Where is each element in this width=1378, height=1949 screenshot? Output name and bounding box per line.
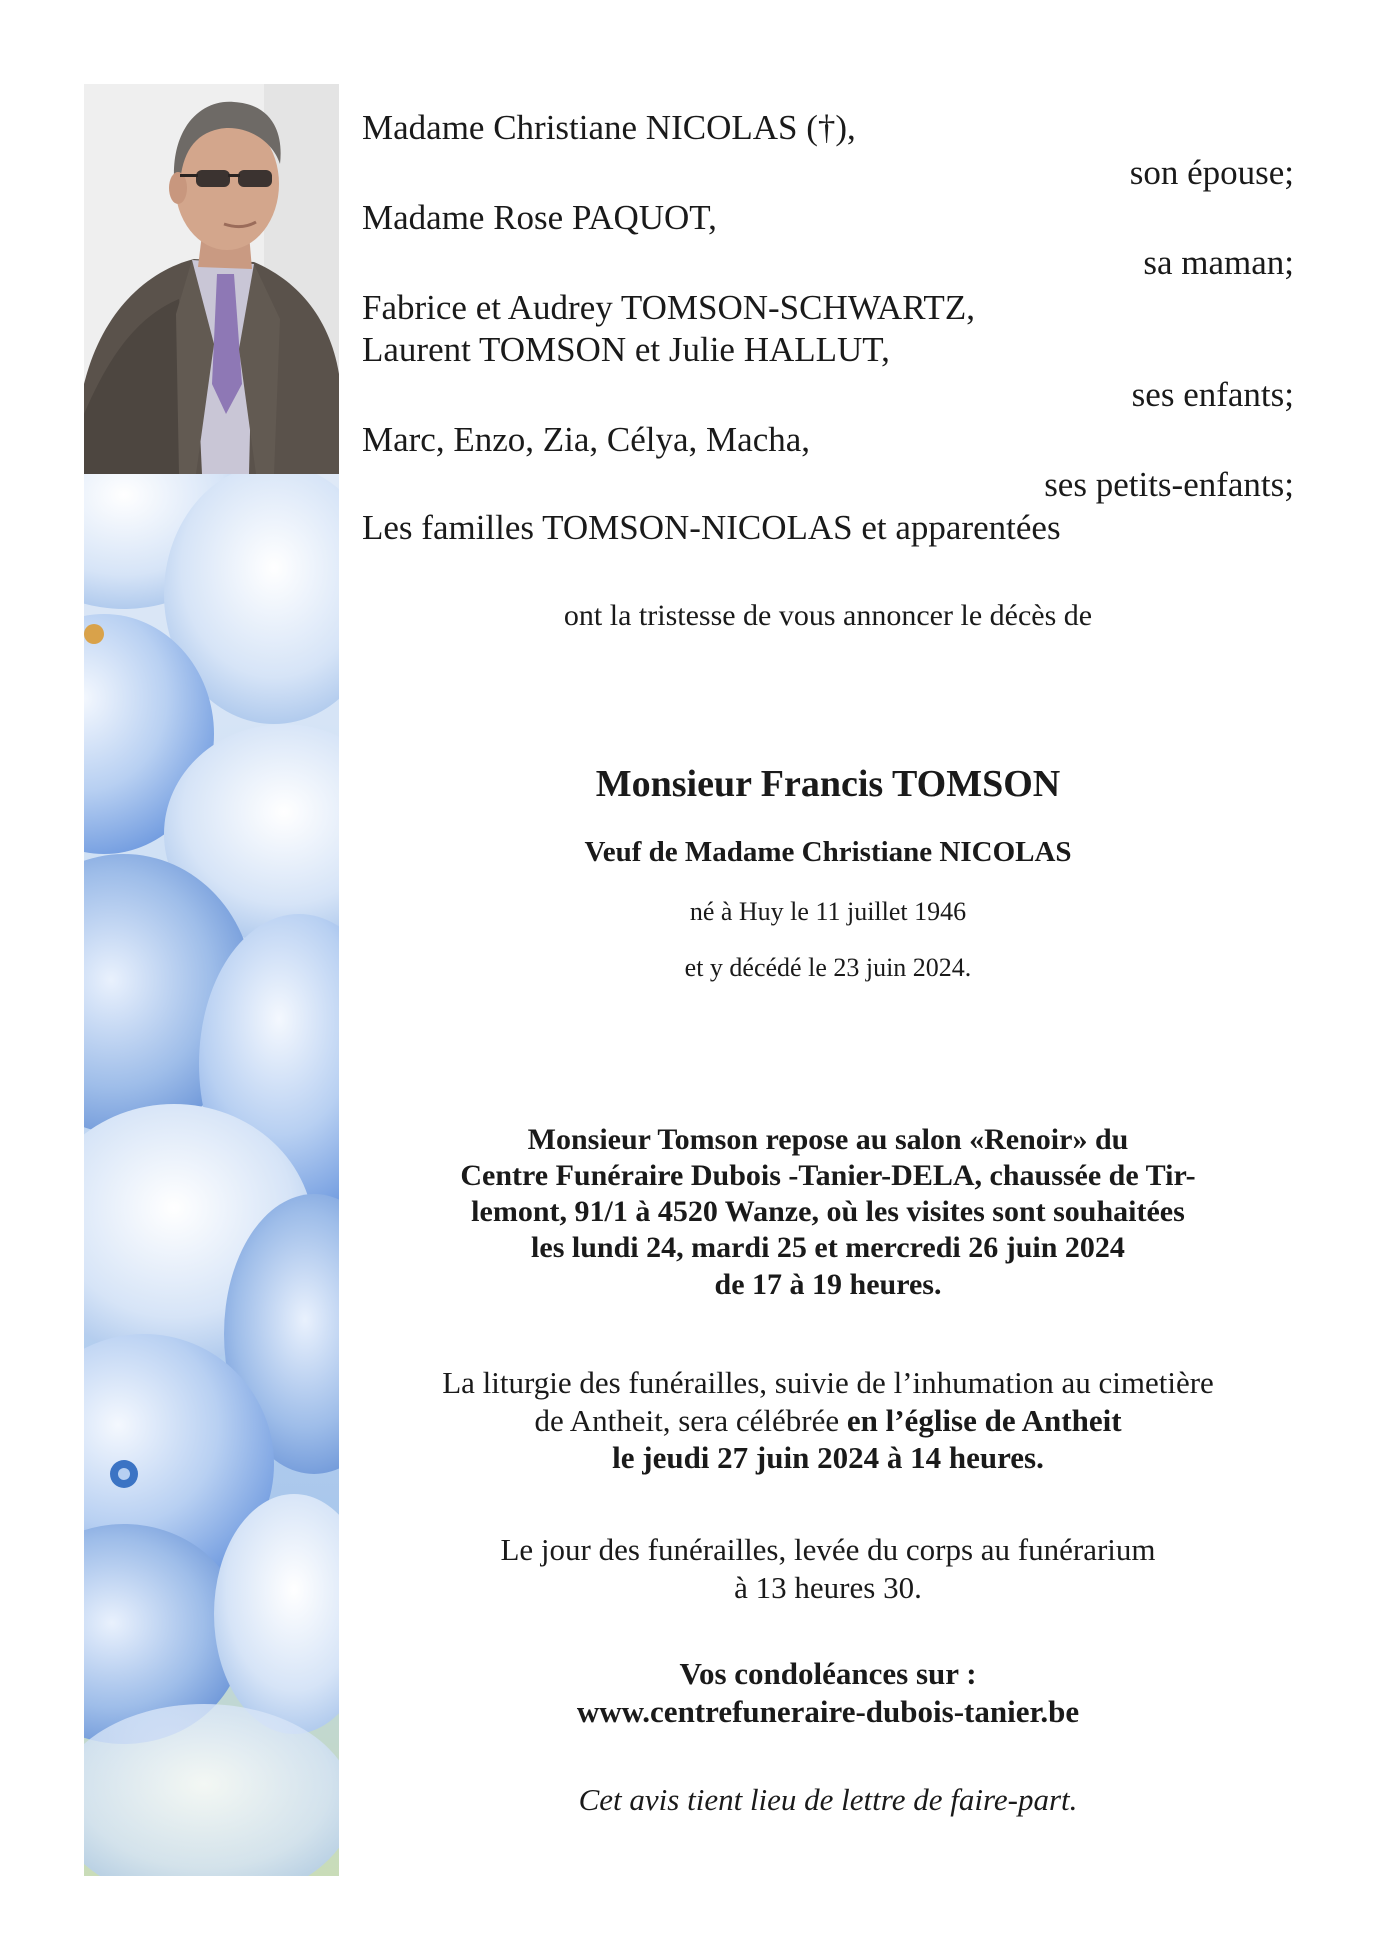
visitation-line-1: Monsieur Tomson repose au salon «Renoir» du [527, 1123, 1129, 1156]
liturgy-line-2-plain: de Antheit, sera célébrée [534, 1403, 847, 1438]
liturgy-church: en l’église de Antheit [846, 1403, 1122, 1438]
deceased-widower: Veuf de Madame Christiane NICOLAS [584, 836, 1072, 868]
family-member-1-relation: son épouse; [1129, 153, 1294, 192]
condolences-label: Vos condoléances sur : [679, 1656, 977, 1691]
family-member-3-relation: ses enfants; [1131, 375, 1294, 414]
deceased-name: Monsieur Francis TOMSON [595, 763, 1061, 805]
liturgy-line-1: La liturgie des funérailles, suivie de l’inhumation au cimetière [442, 1365, 1214, 1400]
family-member-2-name: Madame Rose PAQUOT, [362, 198, 717, 237]
family-member-5-name: Les familles TOMSON-NICOLAS et apparentées [362, 508, 1061, 547]
deceased-death: et y décédé le 23 juin 2024. [684, 953, 972, 982]
side-band [84, 84, 339, 1876]
levee-line-1: Le jour des funérailles, levée du corps au funérarium [500, 1532, 1156, 1567]
liturgy-date: le jeudi 27 juin 2024 à 14 heures. [612, 1440, 1044, 1475]
condolences-website[interactable]: www.centrefuneraire-dubois-tanier.be [576, 1694, 1080, 1729]
family-member-4-name: Marc, Enzo, Zia, Célya, Macha, [362, 420, 811, 459]
announcement-text: ont la tristesse de vous annoncer le décès de [563, 599, 1093, 632]
family-member-4-relation: ses petits-enfants; [1044, 465, 1294, 504]
footer-note: Cet avis tient lieu de lettre de faire-part. [578, 1782, 1078, 1817]
liturgy-line-2 [362, 1403, 1294, 1439]
levee-line-2: à 13 heures 30. [734, 1570, 922, 1605]
deceased-birth: né à Huy le 11 juillet 1946 [689, 897, 967, 926]
family-member-1-name: Madame Christiane NICOLAS (†), [362, 108, 856, 147]
portrait-photo [84, 84, 339, 474]
visitation-line-2: Centre Funéraire Dubois -Tanier-DELA, chaussée de Tir- [460, 1159, 1196, 1192]
family-member-3-name2: Laurent TOMSON et Julie HALLUT, [362, 330, 890, 369]
family-member-3-name: Fabrice et Audrey TOMSON-SCHWARTZ, [362, 288, 975, 327]
hydrangea-image [84, 474, 339, 1876]
visitation-line-3: lemont, 91/1 à 4520 Wanze, où les visites sont souhaitées [471, 1195, 1185, 1228]
visitation-line-5: de 17 à 19 heures. [714, 1268, 942, 1301]
family-member-2-relation: sa maman; [1143, 243, 1294, 282]
visitation-line-4: les lundi 24, mardi 25 et mercredi 26 juin 2024 [531, 1231, 1125, 1264]
